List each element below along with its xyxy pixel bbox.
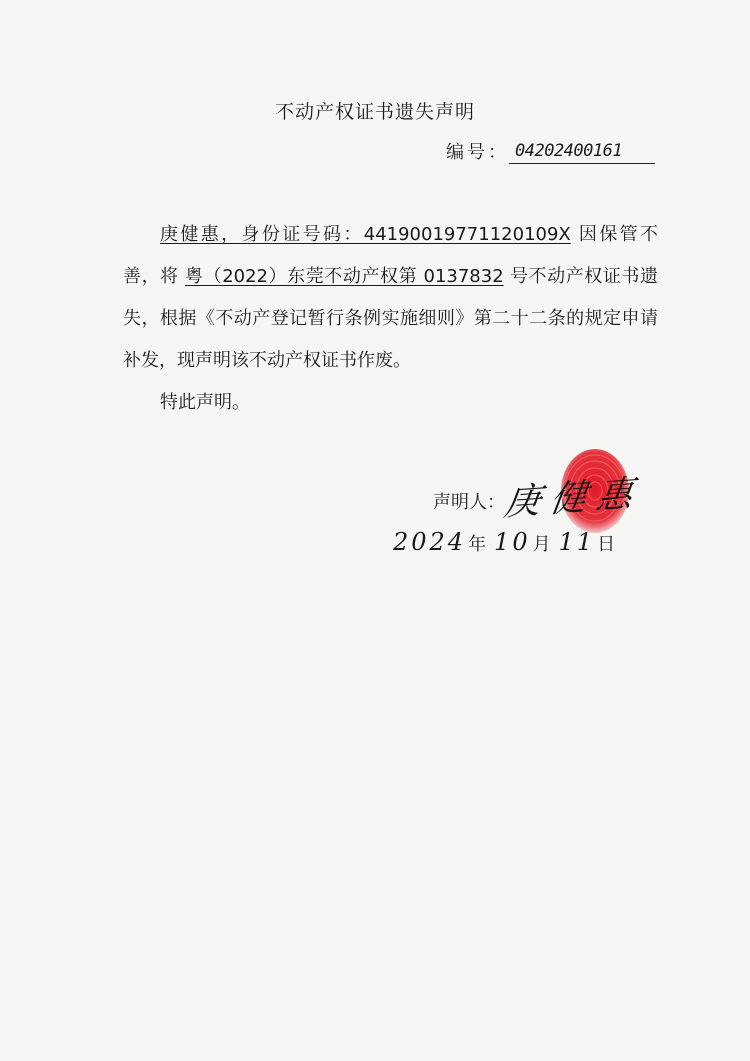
declaration-text-a: 因保管不善，将	[123, 224, 658, 287]
certificate-reference: 粤（2022）东莞不动产权第 0137832	[185, 266, 504, 287]
handwritten-signature: 庚健惠	[501, 472, 646, 525]
declaration-paragraph	[123, 214, 658, 382]
month-unit: 月	[532, 534, 551, 555]
day-unit: 日	[597, 534, 616, 555]
date-month: 10	[494, 528, 531, 556]
date-year: 2024	[393, 528, 467, 556]
declaration-body	[123, 214, 658, 424]
document-title: 不动产权证书遗失声明	[274, 101, 475, 123]
number-value: 04202400161	[509, 139, 655, 164]
declaration-text-b: 号不动产权证书遗失，根据《不动产登记暂行条例实施细则》第二十二条的规定申请补发，现声明该不动产权证书作废。	[123, 266, 659, 371]
declarant-label: 声明人：	[433, 492, 505, 513]
date-day: 11	[558, 528, 596, 556]
document-number	[446, 138, 655, 164]
number-label: 编号：	[446, 142, 509, 163]
year-unit: 年	[468, 534, 487, 555]
name-and-id: 庚健惠，身份证号码：44190019771120109X	[160, 224, 571, 245]
closing-statement: 特此声明。	[160, 392, 250, 413]
